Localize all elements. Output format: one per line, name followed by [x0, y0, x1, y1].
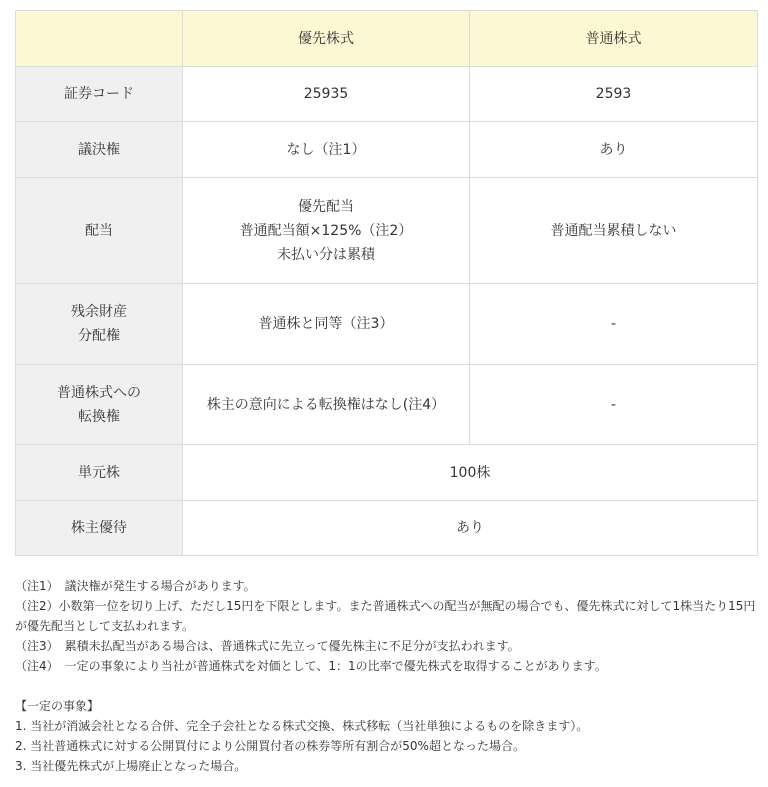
- condition-item-2: 2. 当社普通株式に対する公開買付により公開買付者の株券等所有割合が50%超となった場合。: [15, 739, 525, 753]
- table-header-row: [16, 11, 758, 67]
- shareholder-benefit-value: あり: [183, 501, 758, 556]
- common-voting-rights: あり: [470, 122, 758, 178]
- preferred-dividend: [183, 178, 470, 284]
- condition-item-1: 1. 当社が消滅会社となる合併、完全子会社となる株式交換、株式移転（当社単独によるものを除きます）。: [15, 719, 589, 733]
- row-label-residual-line-1: 残余財産: [71, 304, 127, 320]
- preferred-conversion-right: 株主の意向による転換権はなし(注4）: [183, 365, 470, 445]
- preferred-dividend-line-3: 未払い分は累積: [277, 246, 375, 263]
- common-conversion-right: -: [470, 365, 758, 445]
- table-row-shareholder-benefit: [16, 501, 758, 556]
- common-residual-assets: -: [470, 284, 758, 365]
- row-label-dividend: 配当: [16, 178, 183, 284]
- row-label-shareholder-benefit: 株主優待: [16, 501, 183, 556]
- table-row-voting-rights: [16, 122, 758, 178]
- row-label-conversion-line-2: 転換権: [78, 408, 120, 425]
- table-row-dividend: [16, 178, 758, 284]
- row-label-securities-code: 証券コード: [16, 67, 183, 122]
- table-row-conversion-right: [16, 365, 758, 445]
- conditions-title: 【一定の事象】: [15, 699, 100, 713]
- row-label-residual-line-2: 分配権: [78, 328, 120, 344]
- stock-comparison-table: [15, 10, 758, 556]
- notes-section: [15, 576, 757, 776]
- row-label-conversion-right: [16, 365, 183, 445]
- row-label-residual-assets: [16, 284, 183, 365]
- note-2: （注2）小数第一位を切り上げ、ただし15円を下限とします。また普通株式への配当が無配の場合でも、優先株式に対して1株当たり15円が優先配当として支払われます。: [15, 599, 756, 633]
- common-dividend: 普通配当累積しない: [470, 178, 758, 284]
- condition-item-3: 3. 当社優先株式が上場廃止となった場合。: [15, 759, 247, 773]
- row-label-voting-rights: 議決権: [16, 122, 183, 178]
- unit-shares-value: 100株: [183, 445, 758, 501]
- header-blank-cell: [16, 11, 183, 67]
- header-common-stock: 普通株式: [470, 11, 758, 67]
- common-securities-code: 2593: [470, 67, 758, 122]
- row-label-unit-shares: 単元株: [16, 445, 183, 501]
- conditions-list: [15, 716, 757, 776]
- row-label-conversion-line-1: 普通株式への: [57, 384, 141, 401]
- table-row-residual-assets: [16, 284, 758, 365]
- note-4: （注4） 一定の事象により当社が普通株式を対価として、1：1の比率で優先株式を取得することがあります。: [15, 659, 607, 673]
- header-preferred-stock: 優先株式: [183, 11, 470, 67]
- preferred-securities-code: 25935: [183, 67, 470, 122]
- table-row-unit-shares: [16, 445, 758, 501]
- preferred-voting-rights: なし（注1）: [183, 122, 470, 178]
- preferred-residual-assets: 普通株と同等（注3）: [183, 284, 470, 365]
- preferred-dividend-line-2: 普通配当額×125%（注2）: [239, 222, 413, 239]
- table-row-securities-code: [16, 67, 758, 122]
- notes-list: [15, 576, 757, 676]
- note-1: （注1） 議決権が発生する場合があります。: [15, 579, 256, 593]
- note-3: （注3） 累積未払配当がある場合は、普通株式に先立って優先株主に不足分が支払われます。: [15, 639, 520, 653]
- preferred-dividend-line-1: 優先配当: [298, 198, 354, 215]
